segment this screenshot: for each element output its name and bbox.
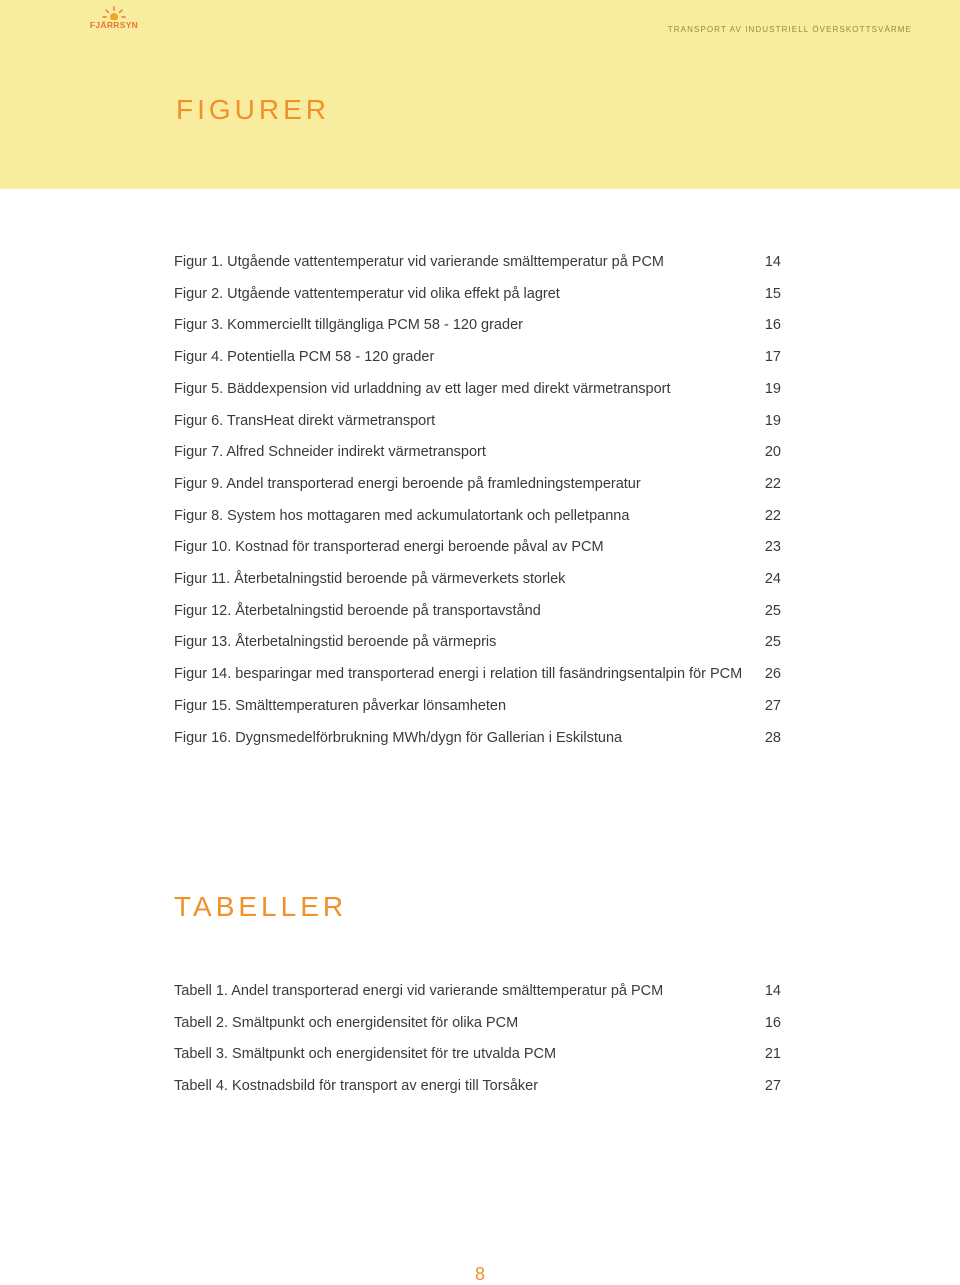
toc-entry[interactable] xyxy=(174,1015,781,1037)
toc-entry-page: 27 xyxy=(764,697,781,714)
toc-entry[interactable] xyxy=(174,444,781,466)
toc-entry-page: 28 xyxy=(764,729,781,746)
toc-entry-label: Figur 9. Andel transporterad energi beroende på framledningstemperatur xyxy=(174,475,641,492)
toc-entry[interactable] xyxy=(174,983,781,1005)
fjarrsyn-logo xyxy=(88,6,140,32)
toc-entry[interactable] xyxy=(174,730,781,752)
toc-entry-label: Figur 3. Kommerciellt tillgängliga PCM 58 - 120 grader xyxy=(174,317,523,334)
toc-entry-label: Figur 4. Potentiella PCM 58 - 120 grader xyxy=(174,349,435,366)
toc-entry-label: Figur 5. Bäddexpension vid urladdning av ett lager med direkt värmetransport xyxy=(174,380,671,397)
toc-entry-page: 14 xyxy=(764,254,781,270)
toc-entry[interactable] xyxy=(174,539,781,561)
toc-entry[interactable] xyxy=(174,508,781,530)
toc-entry[interactable] xyxy=(174,666,781,688)
toc-entry-page: 20 xyxy=(764,444,781,461)
toc-entry[interactable] xyxy=(174,381,781,403)
toc-entry-label: Figur 13. Återbetalningstid beroende på värmepris xyxy=(174,634,497,651)
toc-entry[interactable] xyxy=(174,349,781,371)
toc-entry-label: Tabell 3. Smältpunkt och energidensitet för tre utvalda PCM xyxy=(174,1046,557,1063)
toc-entry[interactable] xyxy=(174,286,781,308)
toc-entry-label: Figur 16. Dygnsmedelförbrukning MWh/dygn för Gallerian i Eskilstuna xyxy=(174,729,623,746)
toc-entry-label: Figur 14. besparingar med transporterad energi i relation till fasändringsentalpin för PCM xyxy=(174,666,743,683)
toc-entry-page: 26 xyxy=(764,666,781,683)
toc-entry-label: Tabell 2. Smältpunkt och energidensitet för olika PCM xyxy=(174,1014,519,1031)
toc-entry-page: 15 xyxy=(764,285,781,302)
toc-entry[interactable] xyxy=(174,1078,781,1100)
toc-entry-page: 22 xyxy=(764,507,781,524)
toc-entry-label: Tabell 1. Andel transporterad energi vid varierande smälttemperatur på PCM xyxy=(174,983,664,999)
toc-entry[interactable] xyxy=(174,1046,781,1068)
toc-entry-label: Figur 10. Kostnad för transporterad energi beroende påval av PCM xyxy=(174,539,604,556)
toc-entry-label: Figur 15. Smälttemperaturen påverkar lönsamheten xyxy=(174,697,507,714)
toc-entry-label: Figur 12. Återbetalningstid beroende på transportavstånd xyxy=(174,602,541,619)
tables-title: TABELLER xyxy=(174,891,348,922)
toc-entry-page: 19 xyxy=(764,380,781,397)
toc-entry-label: Figur 1. Utgående vattentemperatur vid varierande smälttemperatur på PCM xyxy=(174,254,665,270)
toc-entry[interactable] xyxy=(174,413,781,435)
toc-entry[interactable] xyxy=(174,571,781,593)
toc-entry[interactable] xyxy=(174,698,781,720)
toc-entry-page: 17 xyxy=(764,349,781,366)
toc-entry-page: 16 xyxy=(764,1014,781,1031)
toc-entry-page: 14 xyxy=(764,983,781,999)
toc-entry-page: 25 xyxy=(764,634,781,651)
sun-icon xyxy=(102,6,126,20)
toc-entry[interactable] xyxy=(174,317,781,339)
toc-entry-label: Figur 8. System hos mottagaren med ackumulatortank och pelletpanna xyxy=(174,507,630,524)
toc-entry-page: 27 xyxy=(764,1078,781,1095)
toc-entry-page: 19 xyxy=(764,412,781,429)
toc-entry-label: Figur 7. Alfred Schneider indirekt värmetransport xyxy=(174,444,486,461)
toc-entry-page: 25 xyxy=(764,602,781,619)
toc-entry-label: Figur 6. TransHeat direkt värmetransport xyxy=(174,412,436,429)
toc-entry-label: Figur 2. Utgående vattentemperatur vid olika effekt på lagret xyxy=(174,285,560,302)
toc-entry-page: 24 xyxy=(764,571,781,587)
figures-title: FIGURER xyxy=(176,94,330,125)
toc-entry[interactable] xyxy=(174,476,781,498)
running-head: TRANSPORT AV INDUSTRIELL ÖVERSKOTTSVÄRME xyxy=(667,25,912,34)
toc-entry-page: 21 xyxy=(764,1046,781,1063)
logo-text: FJÄRRSYN xyxy=(89,20,139,30)
toc-entry-label: Figur 11. Återbetalningstid beroende på värmeverkets storlek xyxy=(174,571,566,587)
page-number: 8 xyxy=(474,1264,485,1284)
toc-entry-label: Tabell 4. Kostnadsbild för transport av energi till Torsåker xyxy=(174,1078,539,1095)
toc-entry[interactable] xyxy=(174,603,781,625)
toc-entry[interactable] xyxy=(174,254,781,276)
toc-entry-page: 23 xyxy=(764,539,781,556)
toc-entry-page: 16 xyxy=(764,317,781,334)
toc-entry[interactable] xyxy=(174,634,781,656)
toc-entry-page: 22 xyxy=(764,475,781,492)
